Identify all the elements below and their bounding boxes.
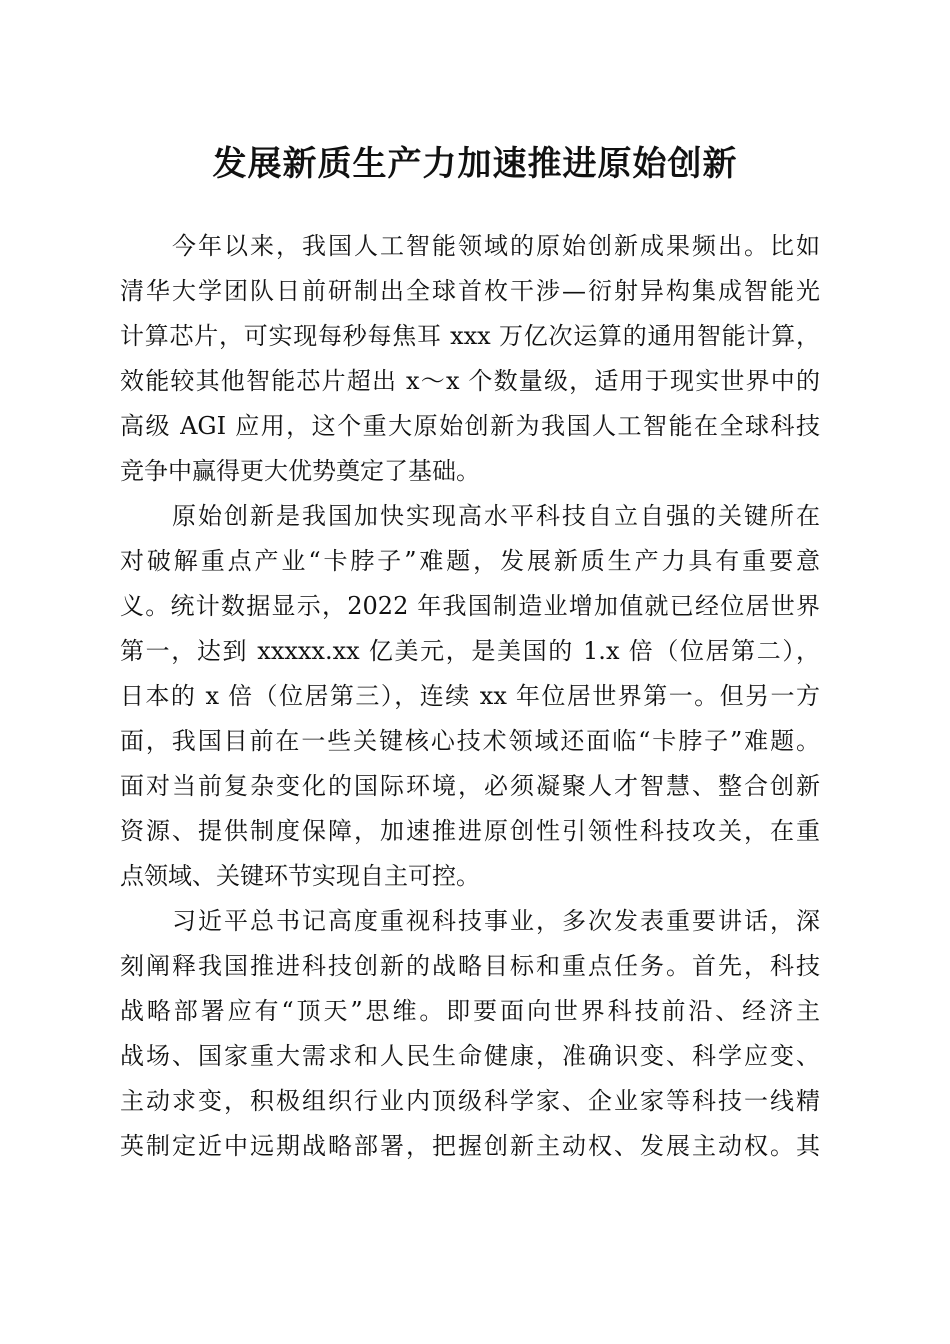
paragraph-line: 义。统计数据显示，2022 年我国制造业增加值就已经位居世界 [120,592,820,620]
paragraph-line: 清华大学团队日前研制出全球首枚干涉—衍射异构集成智能光 [120,277,820,305]
paragraph [120,899,820,1169]
paragraph-line: 面对当前复杂变化的国际环境，必须凝聚人才智慧、整合创新 [120,772,820,800]
paragraph-line: 刻阐释我国推进科技创新的战略目标和重点任务。首先，科技 [120,952,820,980]
paragraph-line: 第一，达到 xxxxx.xx 亿美元，是美国的 1.x 倍（位居第二）， [120,637,820,665]
paragraph-line: 竞争中赢得更大优势奠定了基础。 [120,457,480,485]
paragraph-line: 主动求变，积极组织行业内顶级科学家、企业家等科技一线精 [120,1087,820,1115]
paragraph-line: 资源、提供制度保障，加速推进原创性引领性科技攻关，在重 [120,817,820,845]
paragraph-line: 日本的 x 倍（位居第三），连续 xx 年位居世界第一。但另一方 [120,682,820,710]
document-body [120,224,820,1169]
paragraph-line: 效能较其他智能芯片超出 x～x 个数量级，适用于现实世界中的 [120,367,820,395]
paragraph [120,494,820,899]
paragraph-line: 战略部署应有“顶天”思维。即要面向世界科技前沿、经济主 [120,997,820,1025]
paragraph-line: 面，我国目前在一些关键核心技术领域还面临“卡脖子”难题。 [120,727,820,755]
paragraph-line: 原始创新是我国加快实现高水平科技自立自强的关键所在 [172,502,820,530]
paragraph-line: 战场、国家重大需求和人民生命健康，准确识变、科学应变、 [120,1042,820,1070]
paragraph-line: 习近平总书记高度重视科技事业，多次发表重要讲话，深 [172,907,820,935]
paragraph-line: 今年以来，我国人工智能领域的原始创新成果频出。比如 [172,232,820,260]
paragraph-line: 计算芯片，可实现每秒每焦耳 xxx 万亿次运算的通用智能计算， [120,322,820,350]
document-title: 发展新质生产力加速推进原始创新 [212,144,738,184]
paragraph [120,224,820,494]
paragraph-line: 高级 AGI 应用，这个重大原始创新为我国人工智能在全球科技 [120,412,820,440]
paragraph-line: 点领域、关键环节实现自主可控。 [120,862,480,890]
paragraph-line: 英制定近中远期战略部署，把握创新主动权、发展主动权。其 [120,1132,820,1160]
paragraph-line: 对破解重点产业“卡脖子”难题，发展新质生产力具有重要意 [120,547,820,575]
